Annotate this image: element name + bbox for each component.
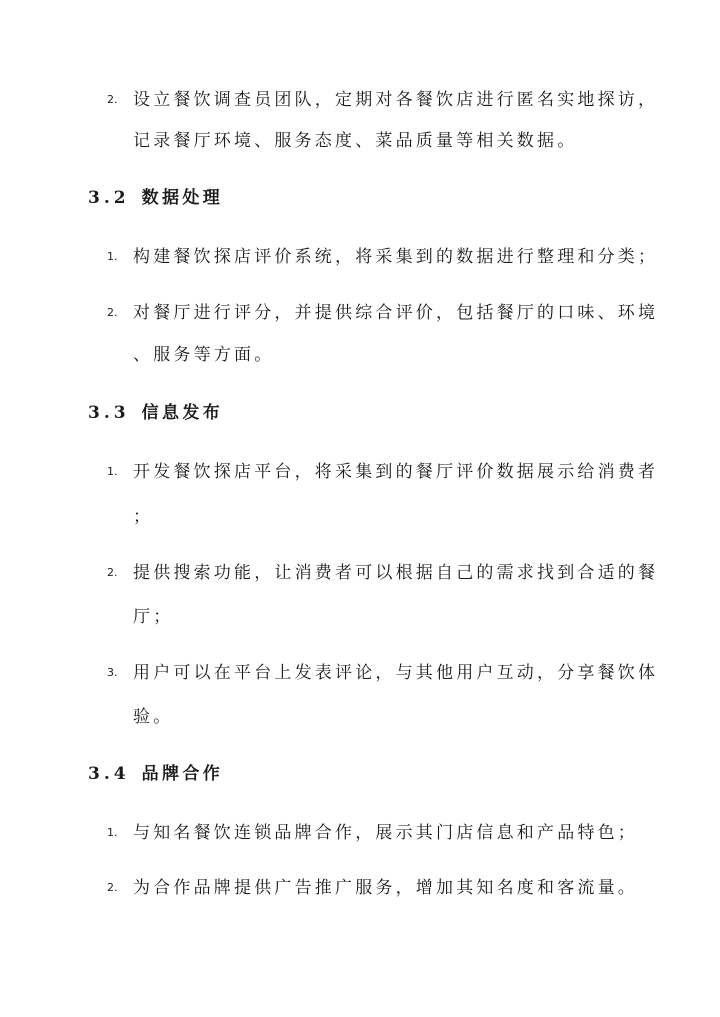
section-heading-3-4 (88, 763, 223, 785)
section-heading-3-3 (88, 402, 223, 424)
section-title: 品牌合作 (141, 764, 224, 784)
list-item-text: 开发餐饮探店平台，将采集到的餐厅评价数据展示给消费者 (133, 462, 659, 482)
list-item-text: 与知名餐饮连锁品牌合作，展示其门店信息和产品特色； (133, 823, 638, 843)
list-item-text: 用户可以在平台上发表评论，与其他用户互动，分享餐饮体 (133, 663, 659, 683)
list-item-text-continued: 验。 (133, 707, 174, 727)
list-item-text: 提供搜索功能，让消费者可以根据自己的需求找到合适的餐 (133, 563, 659, 583)
list-number: 1. (107, 465, 118, 478)
list-item-text: 构建餐饮探店评价系统，将采集到的数据进行整理和分类； (133, 247, 659, 267)
section-number: 3.3 (88, 403, 130, 423)
section-heading-3-2 (88, 187, 223, 209)
list-item-text-continued: ； (133, 507, 154, 527)
list-item-text-continued: 厅； (133, 607, 174, 627)
list-item-text: 为合作品牌提供广告推广服务，增加其知名度和客流量。 (133, 878, 638, 898)
list-number: 2. (107, 306, 118, 319)
section-title: 信息发布 (141, 403, 224, 423)
list-number: 3. (107, 666, 118, 679)
list-number: 1. (107, 826, 118, 839)
list-item-text: 对餐厅进行评分，并提供综合评价，包括餐厅的口味、环境 (133, 303, 659, 323)
list-item-text-continued: 记录餐厅环境、服务态度、菜品质量等相关数据。 (133, 131, 578, 151)
section-number: 3.4 (88, 764, 130, 784)
list-number: 2. (107, 881, 118, 894)
list-number: 2. (107, 93, 118, 106)
list-item-text-continued: 、服务等方面。 (133, 345, 275, 365)
section-number: 3.2 (88, 188, 130, 208)
list-number: 2. (107, 566, 118, 579)
list-item-text: 设立餐饮调查员团队，定期对各餐饮店进行匿名实地探访， (133, 90, 659, 110)
section-title: 数据处理 (141, 188, 224, 208)
list-number: 1. (107, 250, 118, 263)
